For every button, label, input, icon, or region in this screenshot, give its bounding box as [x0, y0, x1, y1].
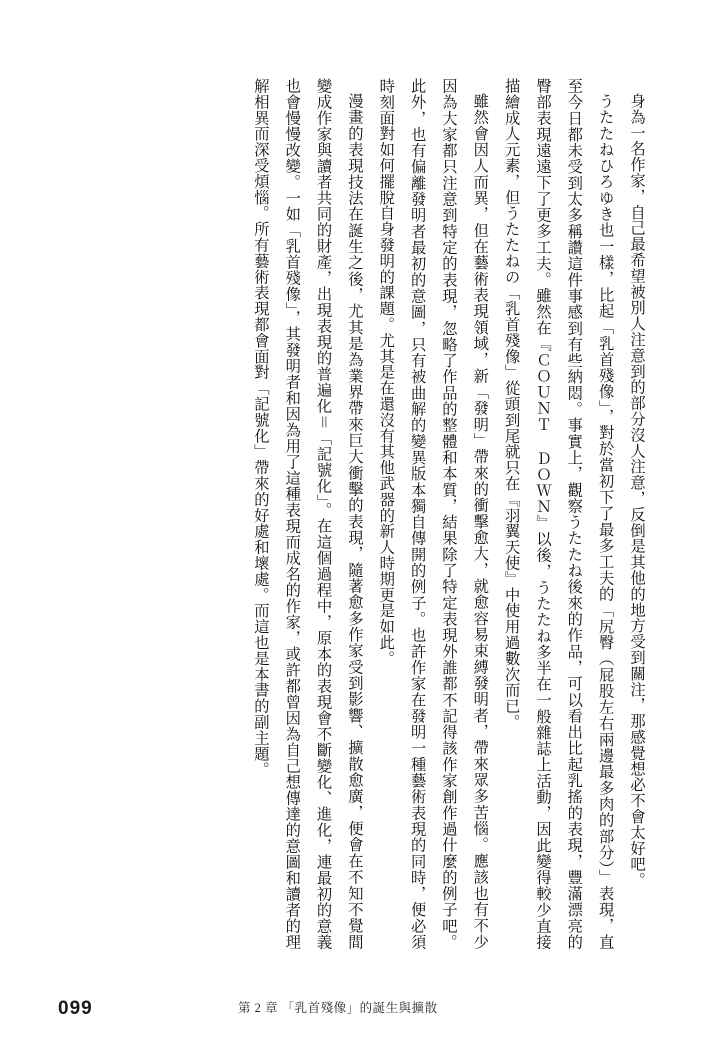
- paragraph: 身為一名作家，自己最希望被別人注意到的部分沒人注意，反倒是其他的地方受到關注，那感覺想必不會太好吧。: [628, 93, 645, 889]
- page-number: 099: [58, 998, 93, 1019]
- page-body-text: [86, 78, 652, 950]
- footer-chapter-title: 第 2 章 「乳首殘像」的誕生與擴散: [238, 1001, 438, 1015]
- paragraph: うたたねひろゆき也一樣，比起「乳首殘像」，對於當初下了最多工夫的「尻臀（屁股左右兩邊最多肉的部分）」表現，直至今日都未受到太多稱讚這件事感到有些納悶。事實上，觀察うたたね後來的作品，可以看出比起乳搖的表現，豐滿漂亮的臀部表現遠遠下了更多工夫。雖然在『ＣＯＵＮＴ ＤＯＷＮ』以後，うたたね多半在一般雜誌上活動，因此變得較少直接描繪成人元素，但うたたねの「乳首殘像」從頭到尾就只在『羽翼天使』中使用過數次而已。: [502, 78, 614, 950]
- paragraph: 漫畫的表現技法在誕生之後，尤其是為業界帶來巨大衝擊的表現，隨著愈多作家受到影響、擴散愈廣，便會在不知不覺間變成作家與讀者共同的財產，出現表現的普遍化＝「記號化」。在這個過程中，原本的表現會不斷變化、進化，連最初的意義也會慢慢改變。一如「乳首殘像」，其發明者和因為用了這種表現而成名的作家，或許都曾因為自己想傳達的意圖和讀者的理解相異而深受煩惱。所有藝術表現都會面對「記號化」帶來的好處和壞處。而這也是本書的副主題。: [251, 78, 363, 950]
- paragraph: 雖然會因人而異，但在藝術表現領域，新「發明」帶來的衝擊愈大，就愈容易束縛發明者，帶來眾多苦惱。應該也有不少因為大家都只注意到特定的表現，忽略了作品的整體和本質，結果除了特定表現外誰都不記得該作家創作過什麼的例子吧。此外，也有偏離發明者最初的意圖，只有被曲解的變異版本獨自傳開的例子。也許作家在發明一種藝術表現的同時，便必須時刻面對如何擺脫自身發明的課題。尤其是在還沒有其他武器的新人時期更是如此。: [377, 78, 489, 950]
- page-footer: [0, 994, 710, 1020]
